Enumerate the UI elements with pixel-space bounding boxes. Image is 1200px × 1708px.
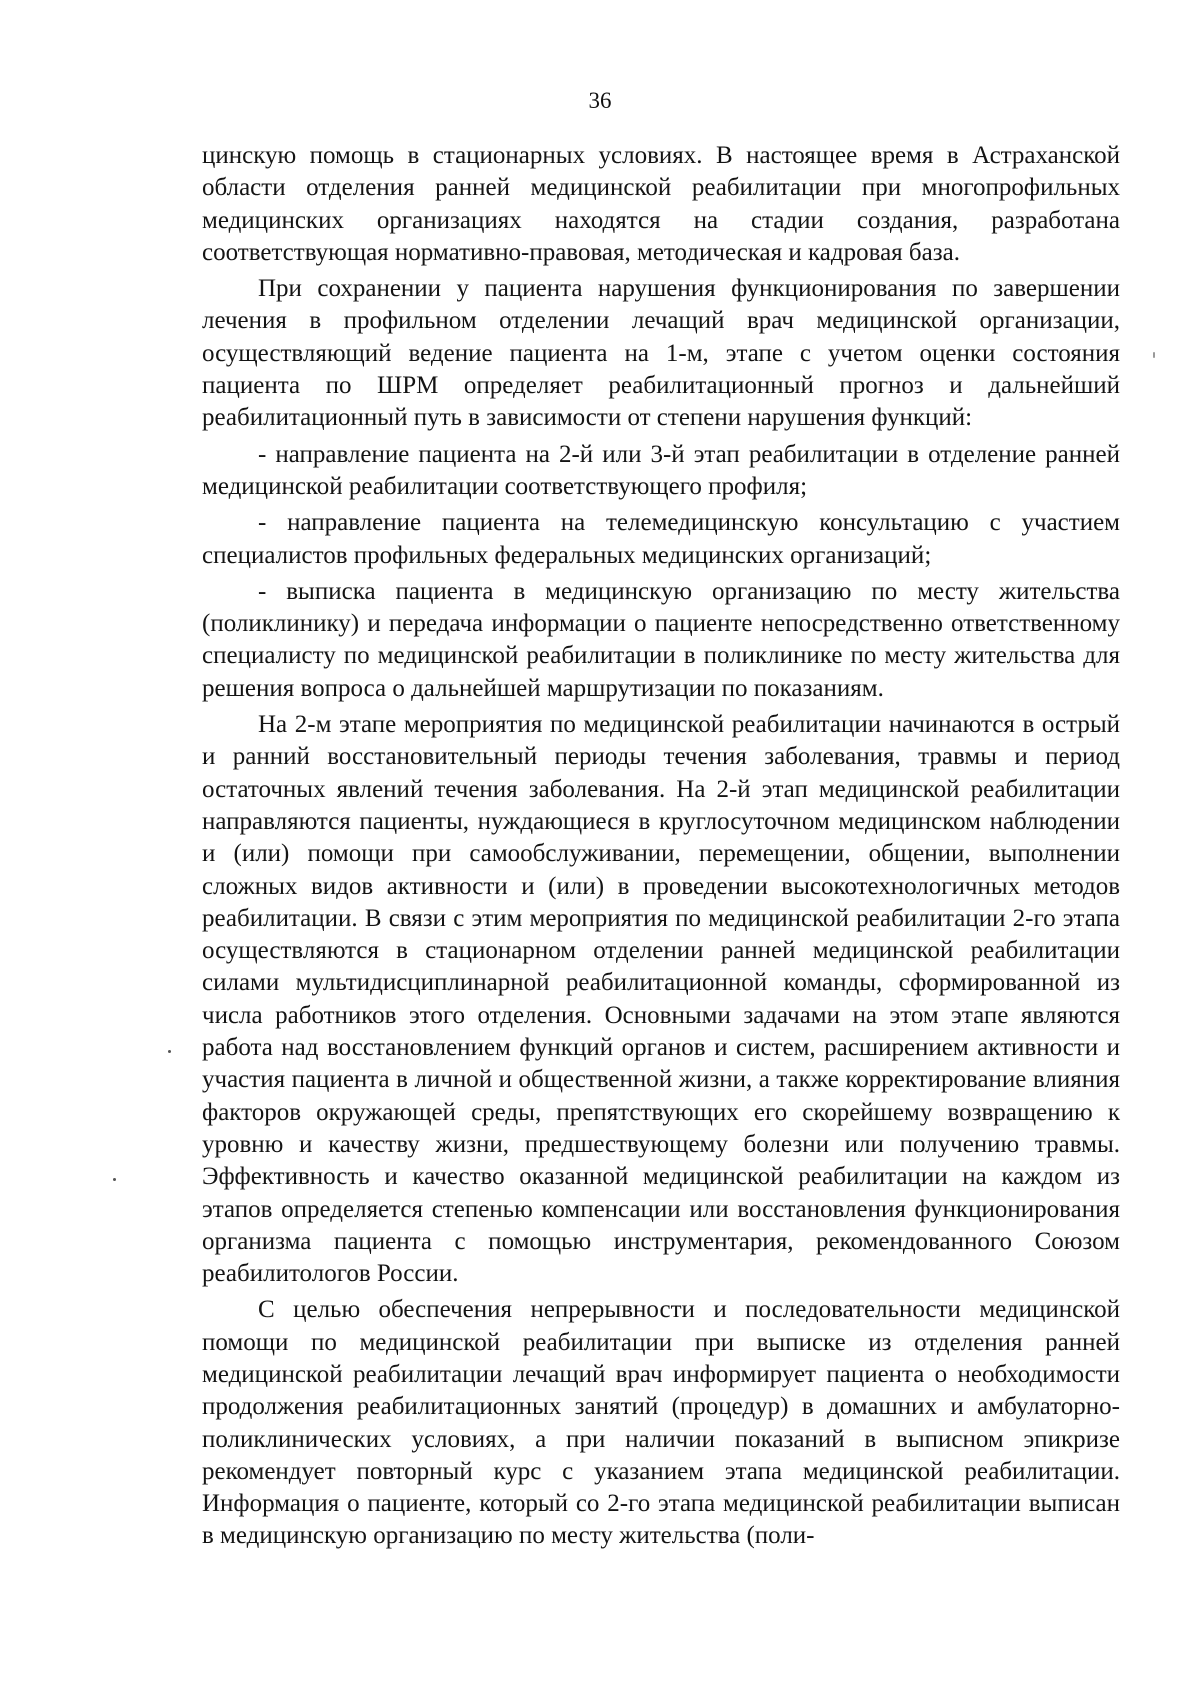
paragraph-continuity: С целью обеспечения непрерывности и последовательности медицинской помощи по медицинской реабилитации при выписке из отделения ранней медицинской реабилитации лечащий врач информирует пациента о необходимости продолжения реабилитационных занятий (процедур) в домашних и амбулаторно-поликлинических условиях, а при наличии показаний в выписном эпикризе рекомендует повторный курс с указанием этапа медицинской реабилитации. Информация о пациенте, который со 2-го этапа медицинской реабилитации выписан в медицинскую организацию по месту жительства (поли- bbox=[202, 1296, 1120, 1550]
list-item-telemedicine: - направление пациента на телемедицинскую консультацию с участием специалистов профильных федеральных медицинских организаций; bbox=[202, 509, 1120, 569]
scan-speck bbox=[168, 1050, 171, 1053]
list-item-discharge: - выписка пациента в медицинскую организацию по месту жительства (поликлинику) и передача информации о пациенте непосредственно ответственному специалисту по медицинской реабилитации в поликлинике по месту жительства для решения вопроса о дальнейшей маршрутизации по показаниям. bbox=[202, 577, 1120, 702]
paragraph-continuation: цинскую помощь в стационарных условиях. В настоящее время в Астраханской области отделения ранней медицинской реабилитации при многопрофильных медицинских организациях находятся на стадии создания, разработана соответствующая нормативно-правовая, методическая и кадровая база. bbox=[202, 142, 1120, 266]
paragraph-impaired-functioning: При сохранении у пациента нарушения функционирования по завершении лечения в профильном отделении лечащий врач медицинской организации, осуществляющий ведение пациента на 1-м, этапе с учетом оценки состояния пациента по ШРМ определяет реабилитационный прогноз и дальнейший реабилитационный путь в зависимости от степени нарушения функций: bbox=[202, 275, 1120, 432]
list-item-referral-stage: - направление пациента на 2-й или 3-й этап реабилитации в отделение ранней медицинской реабилитации соответствующего профиля; bbox=[202, 440, 1120, 500]
paragraph-stage-two: На 2-м этапе мероприятия по медицинской реабилитации начинаются в острый и ранний восстановительный периоды течения заболевания, травмы и период остаточных явлений течения заболевания. На 2-й этап медицинской реабилитации направляются пациенты, нуждающиеся в круглосуточном медицинском наблюдении и (или) помощи при самообслуживании, перемещении, общении, выполнении сложных видов активности и (или) в проведении высокотехнологичных методов реабилитации. В связи с этим мероприятия по медицинской реабилитации 2-го этапа осуществляются в стационарном отделении ранней медицинской реабилитации силами мультидисциплинарной реабилитационной команды, сформированной из числа работников этого отделения. Основными задачами на этом этапе являются работа над восстановлением функций органов и систем, расширением активности и участия пациента в личной и общественной жизни, а также корректирование влияния факторов окружающей среды, препятствующих его скорейшему возвращению к уровню и качеству жизни, предшествующему болезни или получению травмы. Эффективность и качество оказанной медицинской реабилитации на каждом из этапов определяется степенью компенсации или восстановления функционирования организма пациента с помощью инструментария, рекомендованного Союзом реабилитологов России. bbox=[202, 711, 1120, 1288]
body-text bbox=[202, 140, 1120, 1553]
page-number: 36 bbox=[588, 88, 612, 113]
scan-speck bbox=[113, 1178, 116, 1181]
scan-speck bbox=[1153, 352, 1155, 358]
